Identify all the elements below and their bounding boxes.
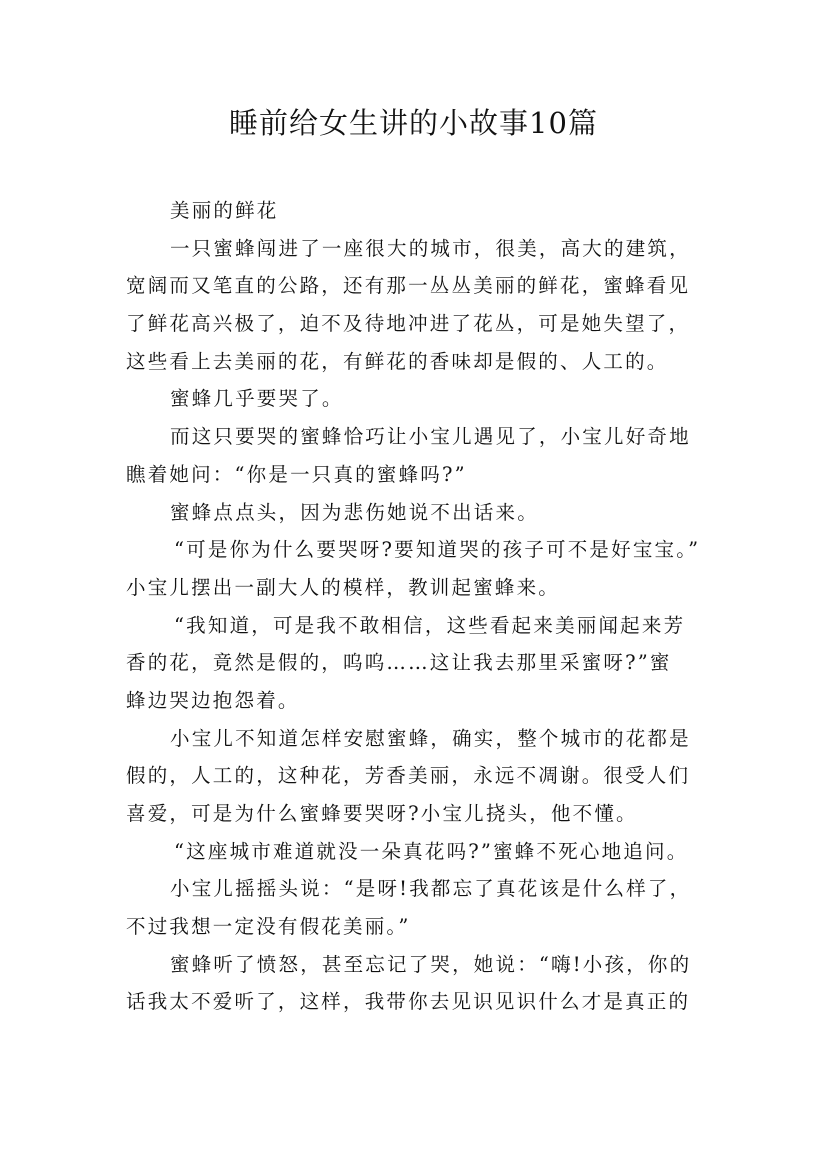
text-line: 话我太不爱听了，这样，我带你去见识见识什么才是真正的 — [126, 990, 691, 1014]
text-line: 小宝儿摆出一副大人的模样，教训起蜜蜂来。 — [126, 575, 561, 599]
text-line: 蜜蜂几乎要哭了。 — [170, 387, 344, 411]
text-line: 不过我想一定没有假花美丽。” — [126, 915, 411, 939]
text-line: 了鲜花高兴极了，迫不及待地冲进了花丛，可是她失望了， — [126, 312, 691, 336]
text-line: 这些看上去美丽的花，有鲜花的香味却是假的、人工的。 — [126, 349, 669, 373]
text-line: 而这只要哭的蜜蜂恰巧让小宝儿遇见了，小宝儿好奇地 — [170, 425, 691, 449]
text-line: 宽阔而又笔直的公路，还有那一丛丛美丽的鲜花，蜜蜂看见 — [126, 274, 691, 298]
text-line: 香的花，竟然是假的，呜呜……这让我去那里采蜜呀?”蜜 — [126, 651, 672, 675]
text-line: “这座城市难道就没一朵真花吗?”蜜蜂不死心地追问。 — [174, 839, 689, 863]
text-line: 假的，人工的，这种花，芳香美丽，永远不凋谢。很受人们 — [126, 764, 691, 788]
text-line: 一只蜜蜂闯进了一座很大的城市，很美，高大的建筑， — [170, 236, 691, 260]
text-line: 蜜蜂点点头，因为悲伤她说不出话来。 — [170, 500, 539, 524]
text-line: 小宝儿不知道怎样安慰蜜蜂，确实，整个城市的花都是 — [170, 726, 691, 750]
document-body — [126, 192, 706, 1021]
text-line: “可是你为什么要哭呀?要知道哭的孩子可不是好宝宝。” — [174, 538, 701, 562]
text-line: 蜂边哭边抱怨着。 — [126, 688, 300, 712]
text-line: 美丽的鲜花 — [170, 199, 279, 222]
text-line: “我知道，可是我不敢相信，这些看起来美丽闻起来芳 — [174, 613, 686, 637]
text-line: 瞧着她问：“你是一只真的蜜蜂吗?” — [126, 462, 467, 486]
text-line: 蜜蜂听了愤怒，甚至忘记了哭，她说：“嗨!小孩，你的 — [170, 952, 692, 976]
document-title: 睡前给女生讲的小故事10篇 — [229, 106, 598, 140]
text-line: 小宝儿摇摇头说：“是呀!我都忘了真花该是什么样了， — [170, 877, 692, 901]
text-line: 喜爱，可是为什么蜜蜂要哭呀?小宝儿挠头，他不懂。 — [126, 802, 638, 825]
